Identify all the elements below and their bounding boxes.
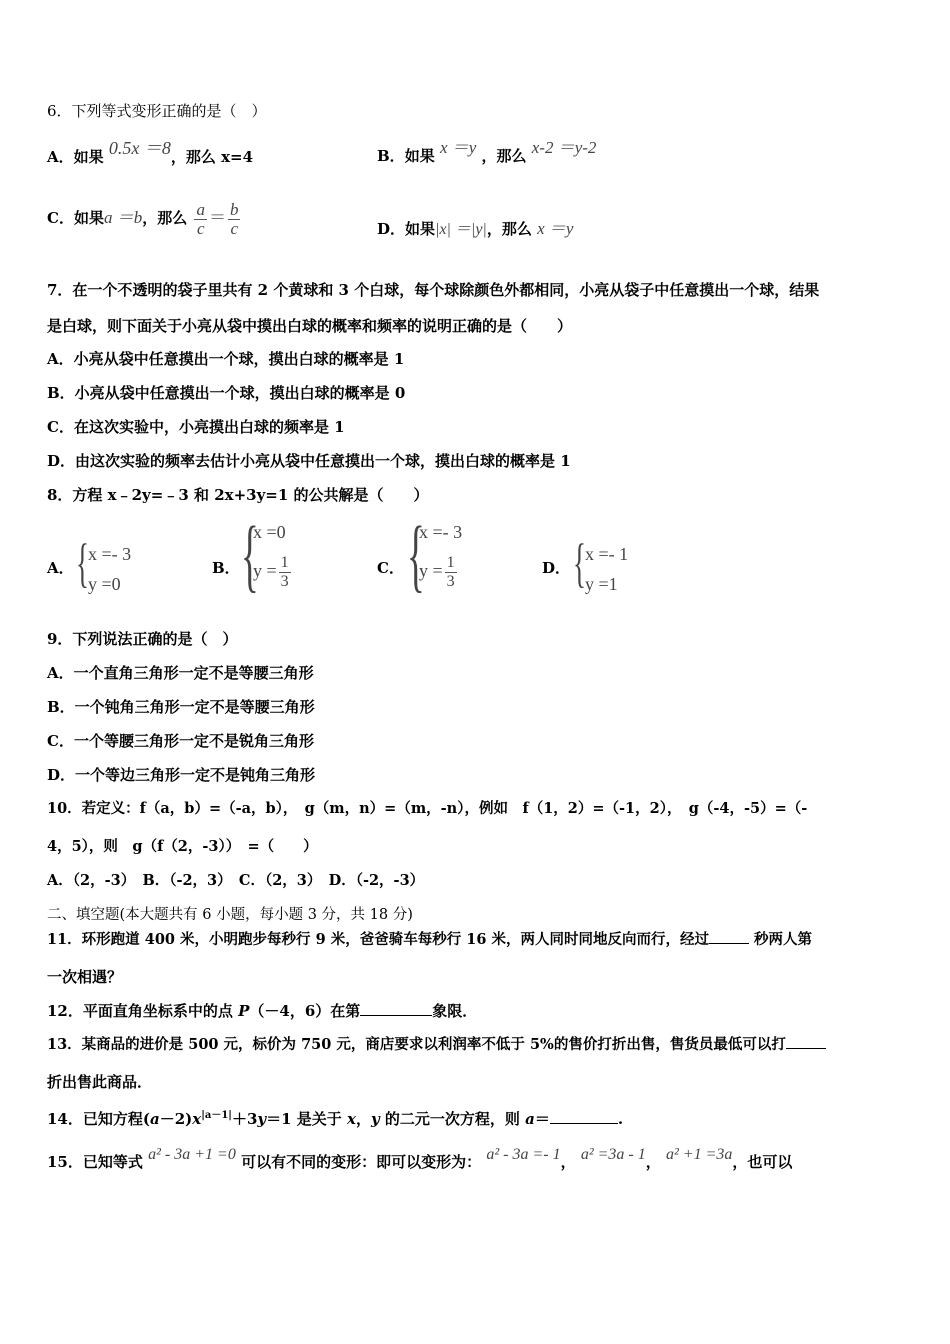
- q10-stem-line2: 4，5），则 g（f（2，-3）） =（ ）: [47, 838, 318, 855]
- q7-stem-line2: 是白球，则下面关于小亮从袋中摸出白球的概率和频率的说明正确的是（ ）: [47, 317, 573, 335]
- q9-option-a: A．一个直角三角形一定不是等腰三角形: [47, 664, 314, 682]
- fraction-a-over-c: $\frac{a}{c}$: [196, 199, 205, 238]
- q7-option-c: C．在这次实验中，小亮摸出白球的频率是 1: [47, 418, 345, 436]
- q6-option-c: [47, 198, 242, 238]
- q8-option-d-label: D．: [542, 559, 571, 577]
- option-text: 如果: [73, 148, 104, 166]
- system-row: y = $\frac{1}{3}$: [253, 554, 289, 590]
- q9-option-b: B．一个钝角三角形一定不是等腰三角形: [47, 698, 315, 716]
- system-row: y =1: [585, 574, 618, 594]
- answer-blank[interactable]: [709, 929, 749, 944]
- math-expression: a² =3a - 1: [580, 1146, 646, 1163]
- math-expression: |x| ＝|y|: [435, 221, 487, 238]
- q15-stem: 15．已知等式 a² - 3a +1 =0 可以有不同的变形：即可以变形为： a² - 3a =- 1， a² =3a - 1， a² +1 =3a，也可以: [47, 1146, 793, 1171]
- q8-option-b-label: B．: [212, 559, 240, 577]
- math-expression: a² +1 =3a: [665, 1146, 733, 1163]
- q10-options: A．（2，-3） B．（-2，3） C．（2，3） D．（-2，-3）: [47, 872, 425, 889]
- option-label: C．: [47, 209, 74, 227]
- q9-option-c: C．一个等腰三角形一定不是锐角三角形: [47, 732, 314, 750]
- math-expression: x-2 ＝y-2: [531, 138, 597, 157]
- math-expression: a ＝b: [103, 208, 143, 227]
- q10-stem-line1: 10．若定义：f（a，b）=（-a，b）， g（m，n）=（m，-n），例如 f（1，2）=（-1，2）， g（-4，-5）=（-: [47, 800, 808, 817]
- equals-sign: ＝: [208, 208, 226, 227]
- q9-option-d: D．一个等边三角形一定不是钝角三角形: [47, 766, 316, 784]
- option-text: ，那么: [486, 220, 532, 238]
- math-expression: 0.5x ＝8: [108, 138, 171, 158]
- option-label: B．: [377, 147, 405, 165]
- system-row: x =- 3: [88, 544, 132, 564]
- q6-option-b: [377, 138, 597, 167]
- q13-stem-line2: 折出售此商品．: [47, 1073, 153, 1091]
- q7-option-b: B．小亮从袋中任意摸出一个球，摸出白球的概率是 0: [47, 384, 406, 402]
- q6-option-d: [377, 218, 573, 241]
- system-row: y = $\frac{1}{3}$: [419, 554, 455, 590]
- q11-stem-line2: 一次相遇？: [47, 968, 123, 986]
- q13-stem-line1: 13．某商品的进价是 500 元，标价为 750 元，商店要求以利润率不低于 5%的售价打折出售，售货员最低可以打: [47, 1034, 826, 1056]
- answer-blank[interactable]: [360, 1001, 432, 1016]
- system-row: y =0: [88, 574, 121, 594]
- system-row: x =0: [253, 522, 286, 542]
- q7-stem-line1: 7．在一个不透明的袋子里共有 2 个黄球和 3 个白球，每个球除颜色外都相同，小亮从袋子中任意摸出一个球，结果: [47, 281, 820, 299]
- option-text: 如果: [404, 147, 435, 165]
- math-expression: x ＝y: [537, 219, 574, 238]
- fraction-b-over-c: $\frac{b}{c}$: [229, 199, 239, 238]
- option-label: A．: [47, 148, 74, 166]
- answer-blank[interactable]: [786, 1034, 826, 1049]
- option-text: 如果: [405, 220, 436, 238]
- q6-option-a: [47, 138, 254, 168]
- q9-stem: 9．下列说法正确的是（ ）: [47, 630, 238, 648]
- q7-option-a: A．小亮从袋中任意摸出一个球，摸出白球的概率是 1: [47, 350, 405, 368]
- q7-option-d: D．由这次实验的频率去估计小亮从袋中任意摸出一个球，摸出白球的概率是 1: [47, 452, 571, 470]
- q11-stem-line1: 11．环形跑道 400 米，小明跑步每秒行 9 米，爸爸骑车每秒行 16 米，两人同时同地反向而行，经过 秒两人第: [47, 931, 813, 948]
- option-text: ，那么: [481, 147, 527, 165]
- option-text: ，那么 x=4: [170, 148, 254, 166]
- section-heading: 二、填空题(本大题共有 6 小题，每小题 3 分，共 18 分): [47, 907, 413, 923]
- q8-stem: 8．方程 x﹣2y=﹣3 和 2x+3y=1 的公共解是（ ）: [47, 486, 429, 504]
- q12-stem: 12．平面直角坐标系中的点 P（－4，6）在第 象限．: [47, 1002, 478, 1020]
- math-expression: a² - 3a =- 1: [486, 1146, 561, 1163]
- option-label: D．: [377, 220, 406, 238]
- q14-stem: 14．已知方程$(a-2)x^{|a-1|}+3y=1$ 是关于 x，y 的二元一次方程，则 a＝ .: [47, 1110, 624, 1128]
- q8-option-c-label: C．: [377, 559, 404, 577]
- option-text: 如果: [73, 209, 104, 227]
- option-text: ，那么: [142, 209, 188, 227]
- answer-blank[interactable]: [550, 1109, 618, 1124]
- system-row: x =- 1: [585, 544, 629, 564]
- math-expression: a² - 3a +1 =0: [148, 1146, 236, 1163]
- system-row: x =- 3: [419, 522, 463, 542]
- q6-stem: 6．下列等式变形正确的是（ ）: [47, 102, 267, 120]
- q8-option-a-label: A．: [47, 559, 74, 577]
- math-expression: x ＝y: [439, 138, 477, 157]
